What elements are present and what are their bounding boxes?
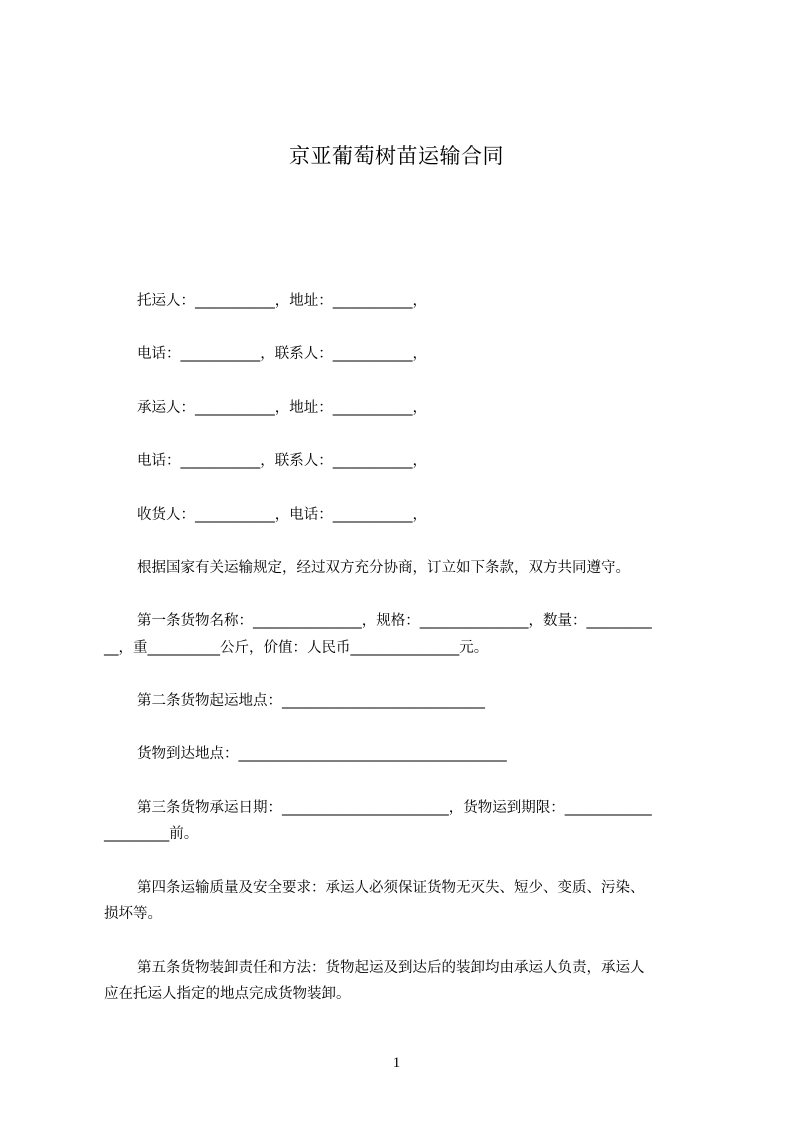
page-number: 1 <box>392 1055 401 1071</box>
article-3-line-2: _________前。 <box>104 826 199 842</box>
article-2-line: 第二条货物起运地点：____________________________ <box>137 693 485 709</box>
carrier-contact-line: 电话：___________，联系人：___________， <box>137 453 427 469</box>
shipper-contact-line: 电话：___________，联系人：___________， <box>137 346 427 362</box>
consignee-line: 收货人：___________，电话：___________， <box>137 507 427 523</box>
article-5-line-1: 第五条货物装卸责任和方法：货物起运及到达后的装卸均由承运人负责，承运人 <box>137 960 645 976</box>
arrival-place-line: 货物到达地点：_____________________________________ <box>137 746 507 762</box>
carrier-line: 承运人：___________，地址：___________， <box>137 400 427 416</box>
shipper-line: 托运人：___________，地址：___________， <box>137 293 427 309</box>
preamble-line: 根据国家有关运输规定，经过双方充分协商，订立如下条款，双方共同遵守。 <box>137 560 630 576</box>
article-4-line-1: 第四条运输质量及安全要求：承运人必须保证货物无灭失、短少、变质、污染、 <box>137 880 645 896</box>
article-1-line-2: __，重__________公斤，价值：人民币_______________元。 <box>104 640 489 656</box>
article-3-line-1: 第三条货物承运日期：_______________________，货物运到期限：____________ <box>137 800 652 816</box>
article-4-line-2: 损坏等。 <box>104 906 162 922</box>
article-1-line-1: 第一条货物名称：_______________，规格：_______________，数量：_________ <box>137 613 652 629</box>
article-5-line-2: 应在托运人指定的地点完成货物装卸。 <box>104 986 351 1002</box>
document-title: 京亚葡萄树苗运输合同 <box>289 144 504 168</box>
